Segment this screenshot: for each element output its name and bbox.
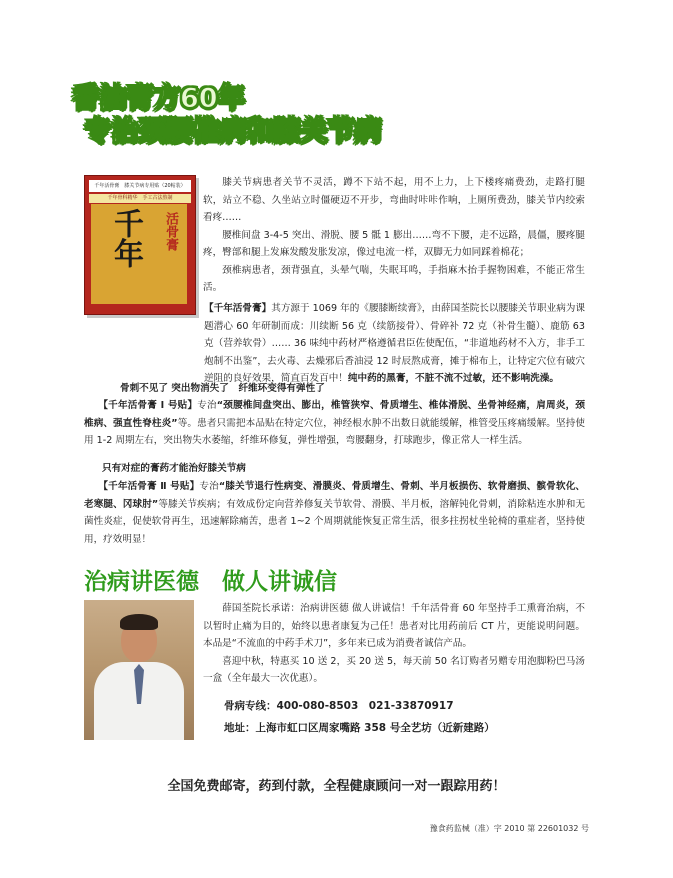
claim-1: 骨刺不见了 突出物消失了 纤维环变得有弹性了	[120, 383, 325, 394]
patch-2-label: 【千年活骨膏 Ⅱ 号贴】	[98, 481, 200, 492]
footer-slogan: 全国免费邮寄，药到付款，全程健康顾问一对一跟踪用药！	[167, 779, 506, 794]
hotline	[224, 695, 495, 717]
section-2-paragraph-offer: 喜迎中秋，特惠买 10 送 2，买 20 送 5，每天前 50 名订购者另赠专用泡脚粉巴马汤一盒（全年最大一次优惠）。	[203, 655, 585, 684]
history-paragraph	[84, 300, 585, 388]
product-box-panel	[91, 204, 187, 304]
claim-2: 只有对症的膏药才能治好膝关节病	[102, 463, 246, 474]
section-2-title: 治病讲医德 做人讲诚信	[84, 569, 337, 595]
patch-1-paragraph	[84, 397, 585, 450]
headline-line1: 香油膏方60年	[72, 83, 245, 114]
patch-2-paragraph	[84, 478, 585, 548]
patch-2-prefix: 专治	[199, 481, 219, 492]
history-label: 【千年活骨膏】	[204, 303, 272, 314]
intro-text	[203, 174, 585, 297]
product-box-sub-band: 千年骨科精华 手工古法熬制	[89, 194, 191, 203]
headline	[52, 82, 381, 148]
patch-1-prefix: 专治	[197, 400, 217, 411]
intro-paragraph-cervical: 颈椎病患者，颈背强直，头晕气喘，失眠耳鸣，手指麻木抬手握物困难，不能正常生活。	[203, 264, 585, 293]
product-image	[84, 175, 196, 315]
hotline-label: 骨病专线：	[224, 700, 277, 712]
section-2-text	[203, 600, 585, 688]
history-text: 其方源于 1069 年的《腰膝断续膏》，由薛国荃院长以腰膝关节职业病为课题潜心 60 年研制而成：川续断 56 克（续筋接骨）、骨碎补 72 克（补骨生髓）、鹿筋 63 克（营养软骨）…… 36 味纯中药材严格遵循君臣佐使配伍，“非道地药材不入方，非手工炮制不出鉴”，去火毒、去燥邪后香油浸 12 时辰熬成膏，摊于棉布上，让特定穴位有破穴逆阻的良好效果，简直百发百中！	[204, 303, 585, 384]
product-brand-side: 活骨膏	[163, 212, 178, 251]
headline-line2: 专治颈腰椎病和膝关节病	[84, 116, 381, 147]
intro-paragraph-knee: 膝关节病患者关节不灵活，蹲不下站不起，用不上力，上下楼疼痛费劲，走路打腿软，站立不稳、久坐站立时僵硬迈不开步，弯曲时咔咔作响，上厕所费劲，膝关节内绞索看疼……	[203, 177, 585, 223]
patch-2-block	[84, 478, 585, 548]
address-value: 上海市虹口区周家嘴路 358 号全艺坊（近新建路）	[255, 722, 495, 734]
doctor-hair	[120, 614, 158, 630]
hotline-value: 400-080-8503 021-33870917	[276, 700, 454, 712]
address	[224, 717, 495, 739]
patch-1-diseases: “颈腰椎间盘突出、膨出，椎管狭窄、骨质增生、椎体滑脱、坐骨神经痛，肩周炎，颈椎病、强直性脊柱炎”	[84, 400, 585, 429]
section-2-paragraph-promise: 薛国荃院长承诺：治病讲医德 做人讲诚信！千年活骨膏 60 年坚持手工熏膏治病，不以暂时止痛为目的，始终以患者康复为己任！患者对比用药前后 CT 片，更能说明问题。本品是“不流血的中药手术刀”，多年来已成为消费者诚信产品。	[203, 603, 585, 649]
product-box-top-band: 千年活骨膏 膝关节病专用贴（20帖装）	[89, 180, 191, 192]
patch-1-block	[84, 397, 585, 450]
doctor-photo	[84, 600, 194, 740]
patch-1-label: 【千年活骨膏 Ⅰ 号贴】	[98, 400, 198, 411]
intro-paragraph-lumbar: 腰椎间盘 3-4-5 突出、滑脱、腰 5 骶 1 膨出……弯不下腰，走不远路，晨僵，腰疼腿疼，臀部和腿上发麻发酸发胀发凉，像过电流一样，双脚无力如同踩着棉花；	[203, 229, 585, 258]
patch-1-rest: 等。患者只需把本品贴在特定穴位，神经根水肿不出数日就能缓解，椎管受压疼痛缓解。坚持使用 1-2 周期左右，突出物失水萎缩，纤维环修复，弹性增强，弯腰翻身，打球跑步，像正常人一样生活。	[84, 417, 585, 446]
patch-2-diseases: “膝关节退行性病变、滑膜炎、骨质增生、骨刺、半月板损伤、软骨磨损、髌骨软化、老寒腿、冈球肘”	[84, 481, 586, 510]
product-brand-calligraphy: 千年	[108, 208, 143, 268]
address-label: 地址：	[224, 722, 256, 734]
contact-info	[224, 695, 495, 739]
license-number: 豫食药监械（准）字 2010 第 22601032 号	[429, 824, 589, 833]
patch-2-rest: 等膝关节疾病；有效成份定向营养修复关节软骨、滑膜、半月板，溶解钝化骨刺，消除粘连水肿和无菌性炎症，促使软骨再生，迅速解除痛苦，患者 1~2 个周期就能恢复正常生活，很多拄拐杖坐轮椅的重症者，坚持使用，疗效明显！	[84, 498, 586, 545]
history-emphasis: 纯中药的黑膏，不脏不流不过敏，还不影响洗澡。	[347, 373, 559, 384]
history-block	[84, 300, 585, 388]
